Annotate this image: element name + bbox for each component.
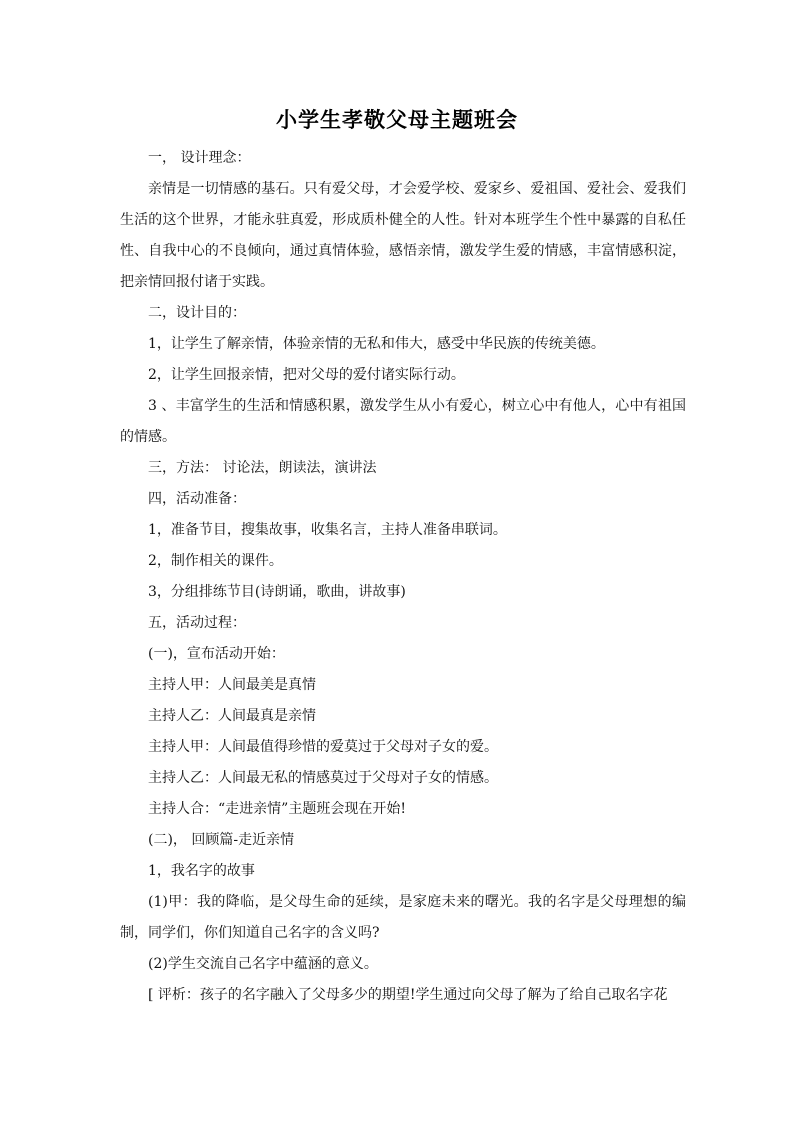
list-item: 2，制作相关的课件。: [148, 553, 283, 569]
dialogue-line: 主持人乙：人间最无私的情感莫过于父母对子女的情感。: [148, 770, 498, 786]
subsection-heading: (二)， 回顾篇-走近亲情: [148, 832, 295, 848]
dialogue-line: 主持人合：“走进亲情”主题班会现在开始!: [148, 801, 406, 817]
body-paragraph: 亲情是一切情感的基石。只有爱父母，才会爱学校、爱家乡、爱祖国、爱社会、爱我们生活的这个世界，才能永驻真爱，形成质朴健全的人性。针对本班学生个性中暴露的自私任性、自我中心的不良倾向，通过真情体验，感悟亲情，激发学生爱的情感，丰富情感积淀，把亲情回报付诸于实践。: [120, 181, 686, 290]
body-paragraph: (2)学生交流自己名字中蕴涵的意义。: [148, 956, 378, 972]
commentary-paragraph: [ 评析：孩子的名字融入了父母多少的期望!学生通过向父母了解为了给自己取名字花: [148, 987, 668, 1003]
dialogue-line: 主持人甲：人间最美是真情: [148, 677, 316, 693]
document-body: [120, 143, 686, 1011]
section-heading: 五，活动过程：: [148, 615, 246, 631]
list-item: 1，准备节目，搜集故事，收集名言，主持人准备串联词。: [148, 522, 507, 538]
list-item: 3，分组排练节目(诗朗诵，歌曲，讲故事): [148, 584, 406, 600]
section-heading: 一， 设计理念：: [148, 150, 251, 166]
body-paragraph: (1)甲：我的降临，是父母生命的延续，是家庭未来的曙光。我的名字是父母理想的编制，同学们，你们知道自己名字的含义吗?: [120, 894, 686, 941]
list-item: 1，我名字的故事: [148, 863, 255, 879]
list-item: 1，让学生了解亲情，体验亲情的无私和伟大，感受中华民族的传统美德。: [148, 336, 605, 352]
section-heading: 三，方法： 讨论法，朗读法，演讲法: [148, 460, 377, 476]
dialogue-line: 主持人乙：人间最真是亲情: [148, 708, 316, 724]
section-heading: 二，设计目的：: [148, 305, 246, 321]
dialogue-line: 主持人甲：人间最值得珍惜的爱莫过于父母对子女的爱。: [148, 739, 498, 755]
list-item: 3 、丰富学生的生活和情感积累，激发学生从小有爱心，树立心中有他人，心中有祖国的情感。: [120, 398, 686, 445]
subsection-heading: (一)，宣布活动开始：: [148, 646, 285, 662]
page-title: 小学生孝敬父母主题班会: [276, 107, 518, 132]
list-item: 2，让学生回报亲情，把对父母的爱付诸实际行动。: [148, 367, 465, 383]
section-heading: 四，活动准备：: [148, 491, 246, 507]
